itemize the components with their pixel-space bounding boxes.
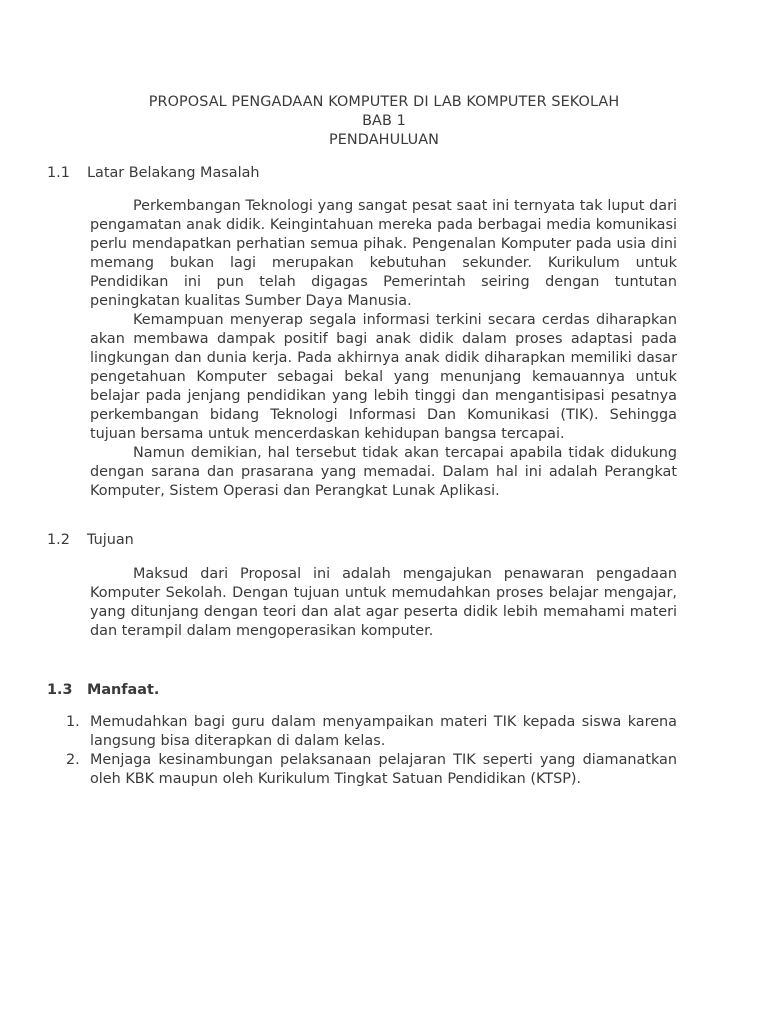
section-body-1-2 bbox=[90, 565, 677, 641]
section-heading-1-1 bbox=[47, 164, 260, 183]
list-marker: 1. bbox=[66, 714, 80, 730]
list-marker: 2. bbox=[66, 752, 80, 768]
paragraph: Namun demikian, hal tersebut tidak akan tercapai apabila tidak didukung dengan sarana dan prasarana yang memadai. Dalam hal ini adalah Perangkat Komputer, Sistem Operasi dan Perangkat Lunak Aplikasi. bbox=[90, 445, 677, 499]
section-heading-1-3 bbox=[47, 681, 159, 700]
list-item bbox=[66, 713, 677, 751]
section-title: Manfaat. bbox=[87, 682, 160, 698]
benefits-list bbox=[66, 713, 677, 789]
list-item-text: Menjaga kesinambungan pelaksanaan pelajaran TIK seperti yang diamanatkan oleh KBK maupun oleh Kurikulum Tingkat Satuan Pendidikan (KTSP). bbox=[90, 752, 677, 787]
section-body-1-1 bbox=[90, 197, 677, 501]
section-number: 1.1 bbox=[47, 165, 70, 181]
document-title bbox=[0, 93, 768, 150]
title-line-3: PENDAHULUAN bbox=[328, 132, 440, 148]
section-heading-1-2 bbox=[47, 531, 134, 550]
title-line-2: BAB 1 bbox=[362, 113, 406, 129]
section-number: 1.2 bbox=[47, 532, 70, 548]
section-title: Tujuan bbox=[87, 532, 134, 548]
paragraph: Kemampuan menyerap segala informasi terkini secara cerdas diharapkan akan membawa dampak positif bagi anak didik dalam proses adaptasi pada lingkungan dan dunia kerja. Pada akhirnya anak didik diharapkan memiliki dasar pengetahuan Komputer sebagai bekal yang menunjang kemauannya untuk belajar pada jenjang pendidikan yang lebih tinggi dan mengantisipasi pesatnya perkembangan bidang Teknologi Informasi Dan Komunikasi (TIK). Sehingga tujuan bersama untuk mencerdaskan kehidupan bangsa tercapai. bbox=[90, 312, 677, 442]
section-number: 1.3 bbox=[47, 682, 73, 698]
list-item-text: Memudahkan bagi guru dalam menyampaikan materi TIK kepada siswa karena langsung bisa diterapkan di dalam kelas. bbox=[90, 714, 677, 749]
title-line-1: PROPOSAL PENGADAAN KOMPUTER DI LAB KOMPUTER SEKOLAH bbox=[148, 94, 620, 110]
paragraph: Perkembangan Teknologi yang sangat pesat saat ini ternyata tak luput dari pengamatan anak didik. Keingintahuan mereka pada berbagai media komunikasi perlu mendapatkan perhatian semua pihak. Pengenalan Komputer pada usia dini memang bukan lagi merupakan kebutuhan sekunder. Kurikulum untuk Pendidikan ini pun telah digagas Pemerintah seiring dengan tuntutan peningkatan kualitas Sumber Daya Manusia. bbox=[90, 198, 677, 309]
paragraph: Maksud dari Proposal ini adalah mengajukan penawaran pengadaan Komputer Sekolah. Dengan tujuan untuk memudahkan proses belajar mengajar, yang ditunjang dengan teori dan alat agar peserta didik lebih memahami materi dan terampil dalam mengoperasikan komputer. bbox=[90, 566, 677, 639]
section-title: Latar Belakang Masalah bbox=[87, 165, 260, 181]
list-item bbox=[66, 751, 677, 789]
